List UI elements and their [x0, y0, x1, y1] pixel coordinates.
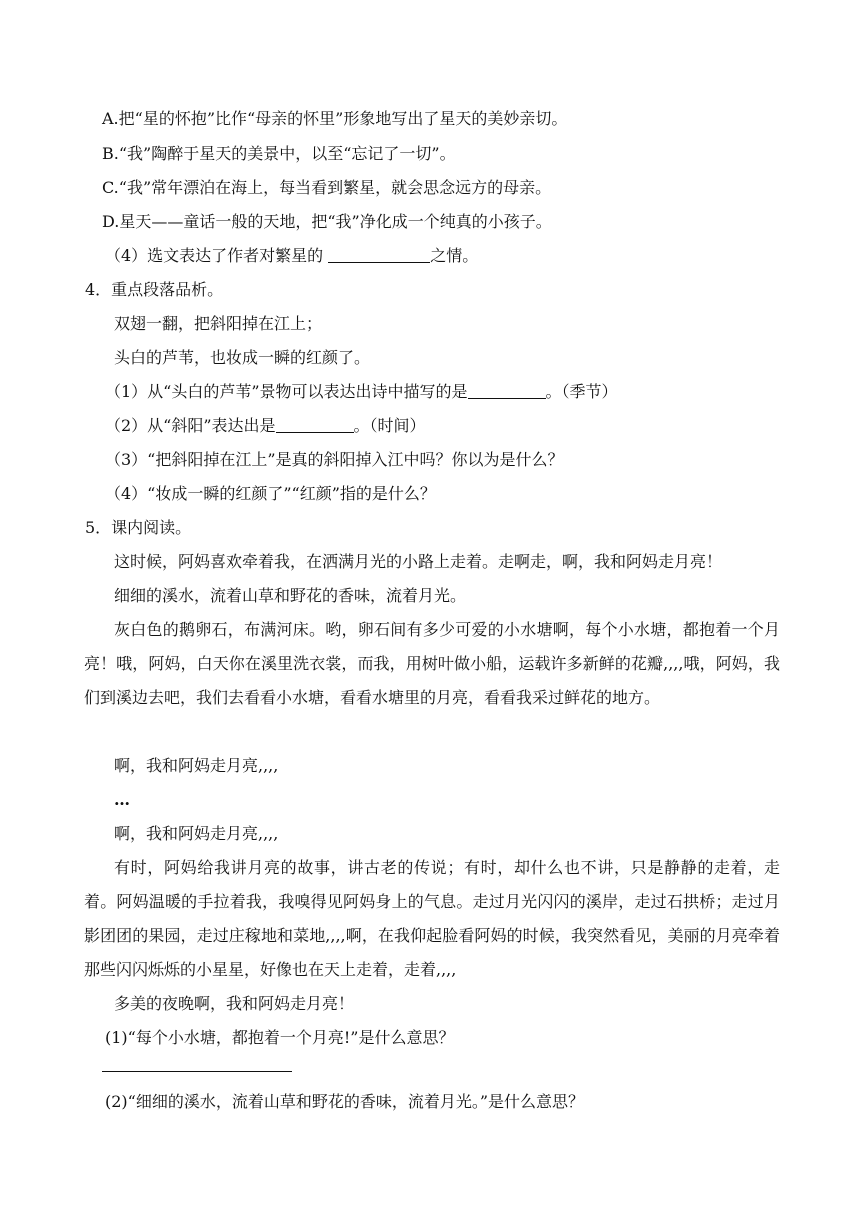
q4-sub2-suffix: 。（时间） [353, 416, 426, 435]
q3-sub4-suffix: 之情。 [430, 246, 479, 265]
passage-paragraph-1: 这时候，阿妈喜欢牵着我，在洒满月光的小路上走着。走啊走，啊，我和阿妈走月亮！ [114, 552, 723, 571]
poem-line-2: 头白的芦苇，也妆成一瞬的红颜了。 [114, 348, 371, 367]
answer-blank [328, 244, 430, 263]
passage-paragraph-7: 多美的夜晚啊，我和阿妈走月亮！ [114, 994, 355, 1013]
answer-blank [276, 414, 354, 433]
passage-paragraph-5: 啊，我和阿妈走月亮,,,, [114, 824, 279, 843]
q4-sub1-text: （1）从“头白的芦苇”景物可以表达出诗中描写的是 [105, 382, 468, 401]
poem-line-1: 双翅一翻，把斜阳掉在江上； [114, 314, 323, 333]
question-4-heading: 4．重点段落品析。 [85, 280, 224, 299]
option-c: C.“我”常年漂泊在海上，每当看到繁星，就会思念远方的母亲。 [102, 178, 552, 197]
answer-blank [468, 380, 546, 399]
q5-sub2: (2)“细细的溪水，流着山草和野花的香味，流着月光。”是什么意思？ [105, 1092, 585, 1111]
passage-paragraph-2: 细细的溪水，流着山草和野花的香味，流着月光。 [114, 586, 467, 605]
q5-sub1: (1)“每个小水塘，都抱着一个月亮!”是什么意思？ [105, 1028, 455, 1047]
option-b: B.“我”陶醉于星天的美景中，以至“忘记了一切”。 [102, 144, 456, 163]
passage-ellipsis: … [114, 790, 130, 809]
option-d: D.星天——童话一般的天地，把“我”净化成一个纯真的小孩子。 [102, 212, 552, 231]
question-5-heading: 5．课内阅读。 [85, 518, 192, 537]
q4-sub3: （3）“把斜阳掉在江上”是真的斜阳掉入江中吗？你以为是什么？ [105, 450, 564, 469]
q4-sub2 [105, 409, 426, 442]
q4-sub1 [105, 375, 618, 408]
q3-sub4 [105, 239, 478, 272]
q3-sub4-text: （4）选文表达了作者对繁星的 [105, 246, 329, 265]
q4-sub4: （4）“妆成一瞬的红颜了”“红颜”指的是什么？ [105, 484, 436, 503]
option-a: A.把“星的怀抱”比作“母亲的怀里”形象地写出了星天的美妙亲切。 [102, 109, 568, 128]
passage-paragraph-3: 灰白色的鹅卵石，布满河床。哟，卵石间有多少可爱的小水塘啊，每个小水塘，都抱着一个月亮！哦，阿妈，白天你在溪里洗衣裳，而我，用树叶做小船，运载许多新鲜的花瓣,,,,哦，阿妈，我们到溪边去吧，我们去看看小水塘，看看水塘里的月亮，看看我采过鲜花的地方。 [84, 620, 780, 707]
q4-sub2-text: （2）从“斜阳”表达出是 [105, 416, 276, 435]
q4-sub1-suffix: 。（季节） [545, 382, 618, 401]
passage-paragraph-6: 有时，阿妈给我讲月亮的故事，讲古老的传说；有时，却什么也不讲，只是静静的走着，走着。阿妈温暖的手拉着我，我嗅得见阿妈身上的气息。走过月光闪闪的溪岸，走过石拱桥；走过月影团团的果园，走过庄稼地和菜地,,,,啊，在我仰起脸看阿妈的时候，我突然看见，美丽的月亮牵着那些闪闪烁烁的小星星，好像也在天上走着，走着,,,, [84, 858, 780, 979]
answer-line [102, 1071, 292, 1072]
passage-paragraph-4: 啊，我和阿妈走月亮,,,, [114, 756, 279, 775]
